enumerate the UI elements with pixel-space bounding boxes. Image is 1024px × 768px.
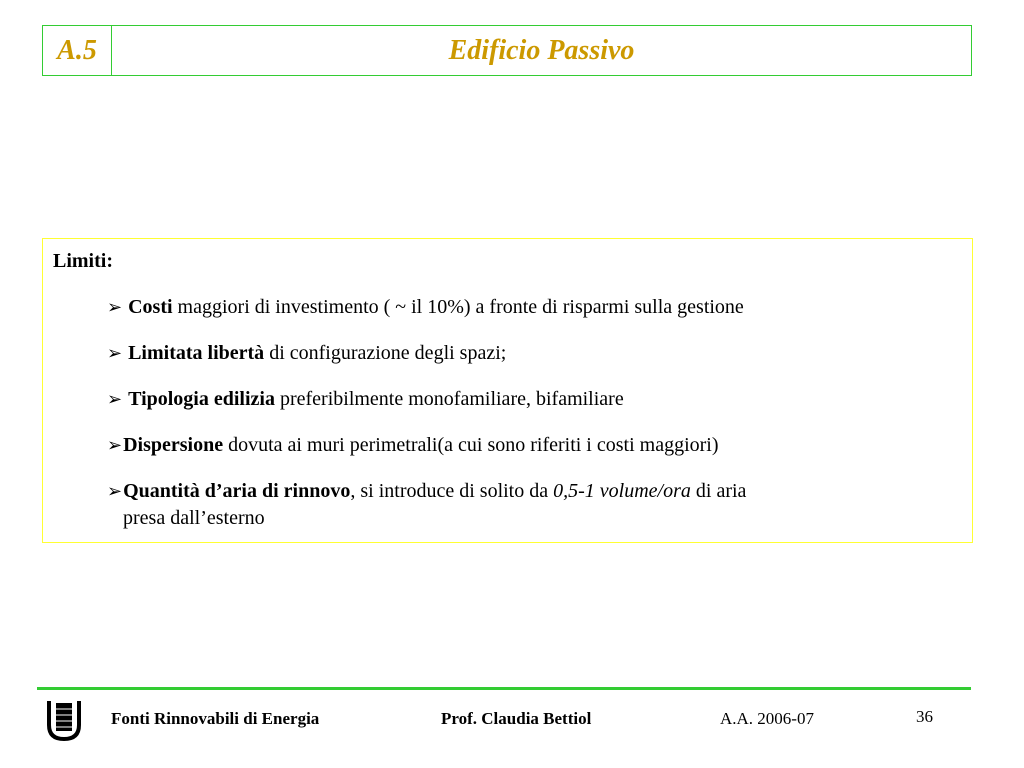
footer-professor: Prof. Claudia Bettiol [441, 709, 592, 728]
bullet-costi [107, 292, 967, 322]
header-box [42, 25, 972, 76]
limits-heading: Limiti: [53, 250, 113, 272]
arrow-bullet-icon: ➢ [107, 297, 123, 317]
slide-title: Edificio Passivo [448, 34, 635, 66]
arrow-bullet-icon: ➢ [107, 343, 123, 363]
bullet-text: maggiori di investimento ( ~ il 10%) a fronte di risparmi sulla gestione [172, 296, 744, 318]
bullet-liberta [107, 338, 967, 368]
footer-divider [37, 687, 971, 690]
bullet-text: dovuta ai muri perimetrali(a cui sono riferiti i costi maggiori) [223, 434, 719, 456]
bullet-continuation: presa dall’esterno [123, 507, 265, 529]
bullet-bold-text: Dispersione [123, 434, 224, 456]
bullet-text-end: di aria [690, 480, 747, 502]
content-box [42, 238, 973, 543]
footer-course-name: Fonti Rinnovabili di Energia [111, 709, 320, 728]
bullet-tipologia [107, 384, 967, 414]
bullet-bold-text: Costi [128, 296, 173, 318]
slide-section-code: A.5 [43, 26, 112, 75]
bullet-italic-text: 0,5-1 volume/ora [553, 480, 691, 502]
bullet-bold-text: Limitata libertà [128, 342, 265, 364]
bullet-text: di configurazione degli spazi; [264, 342, 507, 364]
bullet-text: preferibilmente monofamiliare, bifamiliare [274, 388, 624, 410]
university-logo-icon [45, 699, 83, 743]
bullet-dispersione [107, 430, 967, 460]
bullet-bold-text: Tipologia edilizia [128, 388, 275, 410]
bullet-text: , si introduce di solito da [350, 480, 554, 502]
arrow-bullet-icon: ➢ [107, 481, 123, 501]
arrow-bullet-icon: ➢ [107, 389, 123, 409]
bullet-rinnovo [107, 476, 967, 530]
page-number: 36 [916, 707, 933, 726]
arrow-bullet-icon: ➢ [107, 435, 123, 455]
footer-academic-year: A.A. 2006-07 [720, 709, 814, 728]
bullet-bold-text: Quantità d’aria di rinnovo [123, 480, 351, 502]
